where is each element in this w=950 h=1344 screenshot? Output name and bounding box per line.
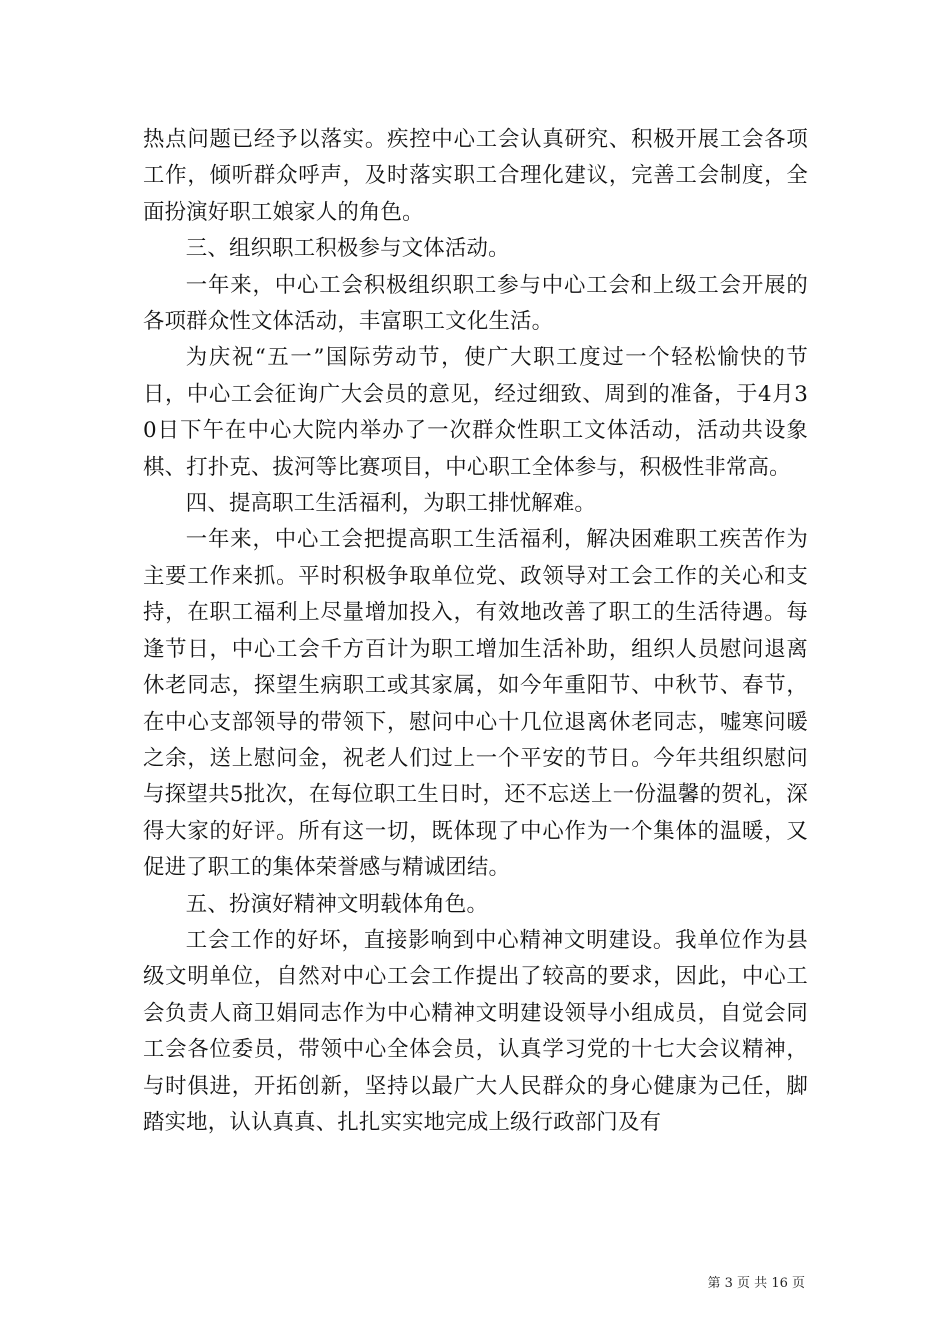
paragraph-civilization-building: 工会工作的好坏，直接影响到中心精神文明建设。我单位作为县级文明单位，自然对中心工会工作提出了较高的要求，因此，中心工会负责人商卫娟同志作为中心精神文明建设领导小组成员，自觉会同工会各位委员，带领中心全体会员，认真学习党的十七大会议精神，与时俱进，开拓创新，坚持以最广大人民群众的身心健康为己任，脚踏实地，认认真真、扎扎实实地完成上级行政部门及有: [143, 927, 808, 1135]
paragraph-continuation: 热点问题已经予以落实。疾控中心工会认真研究、积极开展工会各项工作，倾听群众呼声，及时落实职工合理化建议，完善工会制度，全面扮演好职工娘家人的角色。: [143, 127, 808, 225]
page-number-footer: 第 3 页 共 16 页: [707, 1276, 805, 1291]
paragraph-cultural-activities-summary: 一年来，中心工会积极组织职工参与中心工会和上级工会开展的各项群众性文体活动，丰富职工文化生活。: [143, 272, 808, 335]
document-body: [143, 122, 808, 1141]
paragraph-may-day-event: 为庆祝“五一”国际劳动节，使广大职工度过一个轻松愉快的节日，中心工会征询广大会员的意见，经过细致、周到的准备，于4月30日下午在中心大院内举办了一次群众性职工文体活动，活动共设象棋、打扑克、拔河等比赛项目，中心职工全体参与，积极性非常高。: [143, 345, 808, 480]
paragraph-welfare: 一年来，中心工会把提高职工生活福利，解决困难职工疾苦作为主要工作来抓。平时积极争取单位党、政领导对工会工作的关心和支持，在职工福利上尽量增加投入，有效地改善了职工的生活待遇。每逢节日，中心工会千方百计为职工增加生活补助，组织人员慰问退离休老同志，探望生病职工或其家属，如今年重阳节、中秋节、春节，在中心支部领导的带领下，慰问中心十几位退离休老同志，嘘寒问暖之余，送上慰问金，祝老人们过上一个平安的节日。今年共组织慰问与探望共5批次，在每位职工生日时，还不忘送上一份温馨的贺礼，深得大家的好评。所有这一切，既体现了中心作为一个集体的温暖，又促进了职工的集体荣誉感与精诚团结。: [143, 527, 808, 881]
section-heading-4: 四、提高职工生活福利，为职工排忧解难。: [185, 491, 597, 517]
section-heading-3: 三、组织职工积极参与文体活动。: [185, 236, 510, 262]
section-heading-5: 五、扮演好精神文明载体角色。: [185, 891, 489, 917]
